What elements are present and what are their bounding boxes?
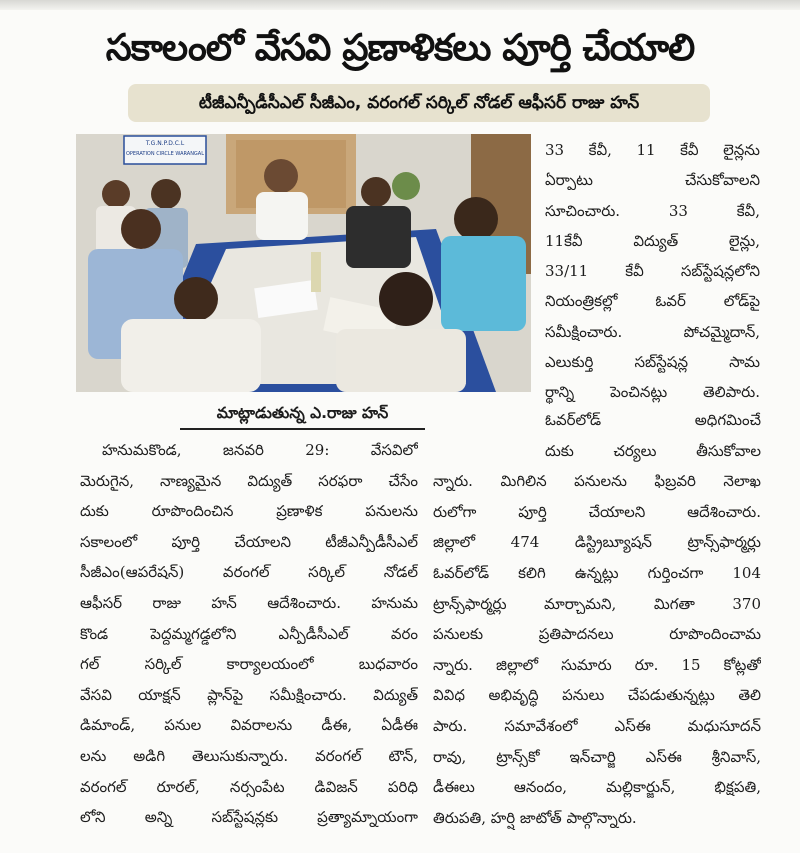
headline: సకాలంలో వేసవి ప్రణాళికలు పూర్తి చేయాలి bbox=[105, 26, 695, 69]
text-line: ఏర్పాటు చేసుకోవాలని bbox=[545, 171, 760, 190]
text-line: డీఈలు ఆనందం, మల్లికార్జున్, భిక్షపతి, bbox=[433, 778, 761, 797]
text-line: వివిధ అభివృద్ధి పనులు చేపడుతున్నట్లు తెలి bbox=[433, 686, 761, 705]
subheadline: టీజీఎన్పీడీసీఎల్ సీజీఎం, వరంగల్ సర్కిల్ నోడల్ ఆఫీసర్ రాజు హన్ bbox=[128, 84, 710, 122]
text-line: దుకు రూపొందించిన ప్రణాళిక పనులను bbox=[80, 502, 418, 521]
text-line: ఓవర్‌లోడ్ అధిగమించే bbox=[545, 411, 761, 429]
text-line: న్నారు. జిల్లాలో సుమారు రూ. 15 కోట్లతో bbox=[433, 655, 761, 674]
text-line: సకాలంలో పూర్తి చేయాలని టీజీఎన్పీడీసీఎల్ bbox=[80, 532, 418, 551]
text-line: 33 కేవీ, 11 కేవీ లైన్లను bbox=[545, 141, 760, 159]
text-line: డిమాండ్, పనుల వివరాలను డీఈ, ఏడీఈ bbox=[80, 716, 418, 735]
text-line: సమీక్షించారు. పోచమ్మైదాన్, bbox=[545, 322, 760, 341]
text-line: ర్థాన్ని పెంచినట్లు తెలిపారు. bbox=[545, 383, 760, 402]
text-line: పనులకు ప్రతిపాదనలు రూపొందించామ bbox=[433, 625, 761, 644]
text-line: ట్రాన్స్‌ఫార్మర్లు మార్చామని, మిగతా 370 bbox=[433, 594, 761, 613]
text-line: ఎలుకుర్తి సబ్‌స్టేషన్ల సామ bbox=[545, 353, 760, 372]
text-line: నియంత్రికల్లో ఓవర్ లోడ్‌పై bbox=[545, 292, 760, 311]
text-line: ఆఫీసర్ రాజు హన్ ఆదేశించారు. హనుమ bbox=[80, 593, 418, 612]
text-line: మెరుగైన, నాణ్యమైన విద్యుత్ సరఫరా చేసేం bbox=[80, 471, 418, 490]
text-line: వరంగల్ రూరల్, నర్సంపేట డివిజన్ పరిధి bbox=[80, 777, 418, 796]
text-line: హనుమకొండ, జనవరి 29: వేసవిలో bbox=[102, 441, 418, 459]
text-line: కొండ పెద్దమ్మగడ్డలోని ఎన్పీడీసీఎల్ వరం bbox=[80, 624, 418, 643]
text-line: రావు, ట్రాన్స్‌కో ఇన్‌చార్జి ఎస్ఈ శ్రీనివాస్, bbox=[433, 747, 761, 766]
text-line: గల్ సర్కిల్ కార్యాలయంలో బుధవారం bbox=[80, 655, 418, 674]
text-line: వేసవి యాక్షన్ ప్లాన్‌పై సమీక్షించారు. విద్యుత్ bbox=[80, 685, 418, 704]
article-column-right-bottom bbox=[433, 405, 761, 833]
text-line: ఓవర్‌లోడ్ కలిగి ఉన్నట్లు గుర్తించగా 104 bbox=[433, 563, 761, 582]
text-line: 11కేవీ విద్యుత్ లైన్లు, bbox=[545, 231, 760, 250]
text-line: 33/11 కేవీ సబ్‌స్టేషన్లలోని bbox=[545, 262, 760, 281]
text-line: దుకు చర్యలు తీసుకోవాల bbox=[545, 441, 761, 460]
text-line: న్నారు. మిగిలిన పనులను ఫిబ్రవరి నెలాఖ bbox=[433, 472, 761, 491]
meeting-photo bbox=[76, 134, 531, 392]
text-line: సీజీఎం(ఆపరేషన్) వరంగల్ సర్కిల్ నోడల్ bbox=[80, 563, 418, 582]
text-line: జిల్లాలో 474 డిస్ట్రిబ్యూషన్ ట్రాన్స్‌ఫార్మర్లు bbox=[433, 533, 761, 552]
text-line: తిరుపతి, హర్షి జాటోత్ పాల్గొన్నారు. bbox=[433, 808, 637, 827]
sign-subtitle: OPERATION CIRCLE WARANGAL bbox=[125, 151, 205, 157]
photo-caption: మాట్లాడుతున్న ఎ.రాజు హన్ bbox=[180, 398, 425, 430]
text-line: సూచించారు. 33 కేవీ, bbox=[545, 201, 760, 220]
text-line: రులోగా పూర్తి చేయాలని ఆదేశించారు. bbox=[433, 502, 761, 521]
article-column-left bbox=[80, 435, 418, 833]
sign-title: T.G.N.P.D.C.L bbox=[145, 140, 185, 147]
text-line: పారు. సమావేశంలో ఎస్ఈ మధుసూదన్ bbox=[433, 716, 761, 735]
text-line: లోని అన్ని సబ్‌స్టేషన్లకు ప్రత్యామ్నాయంగా bbox=[80, 808, 418, 827]
previous-article-strip bbox=[0, 0, 800, 10]
article-column-right-top bbox=[545, 135, 760, 408]
text-line: లను అడిగి తెలుసుకున్నారు. వరంగల్ టౌన్, bbox=[80, 746, 418, 765]
